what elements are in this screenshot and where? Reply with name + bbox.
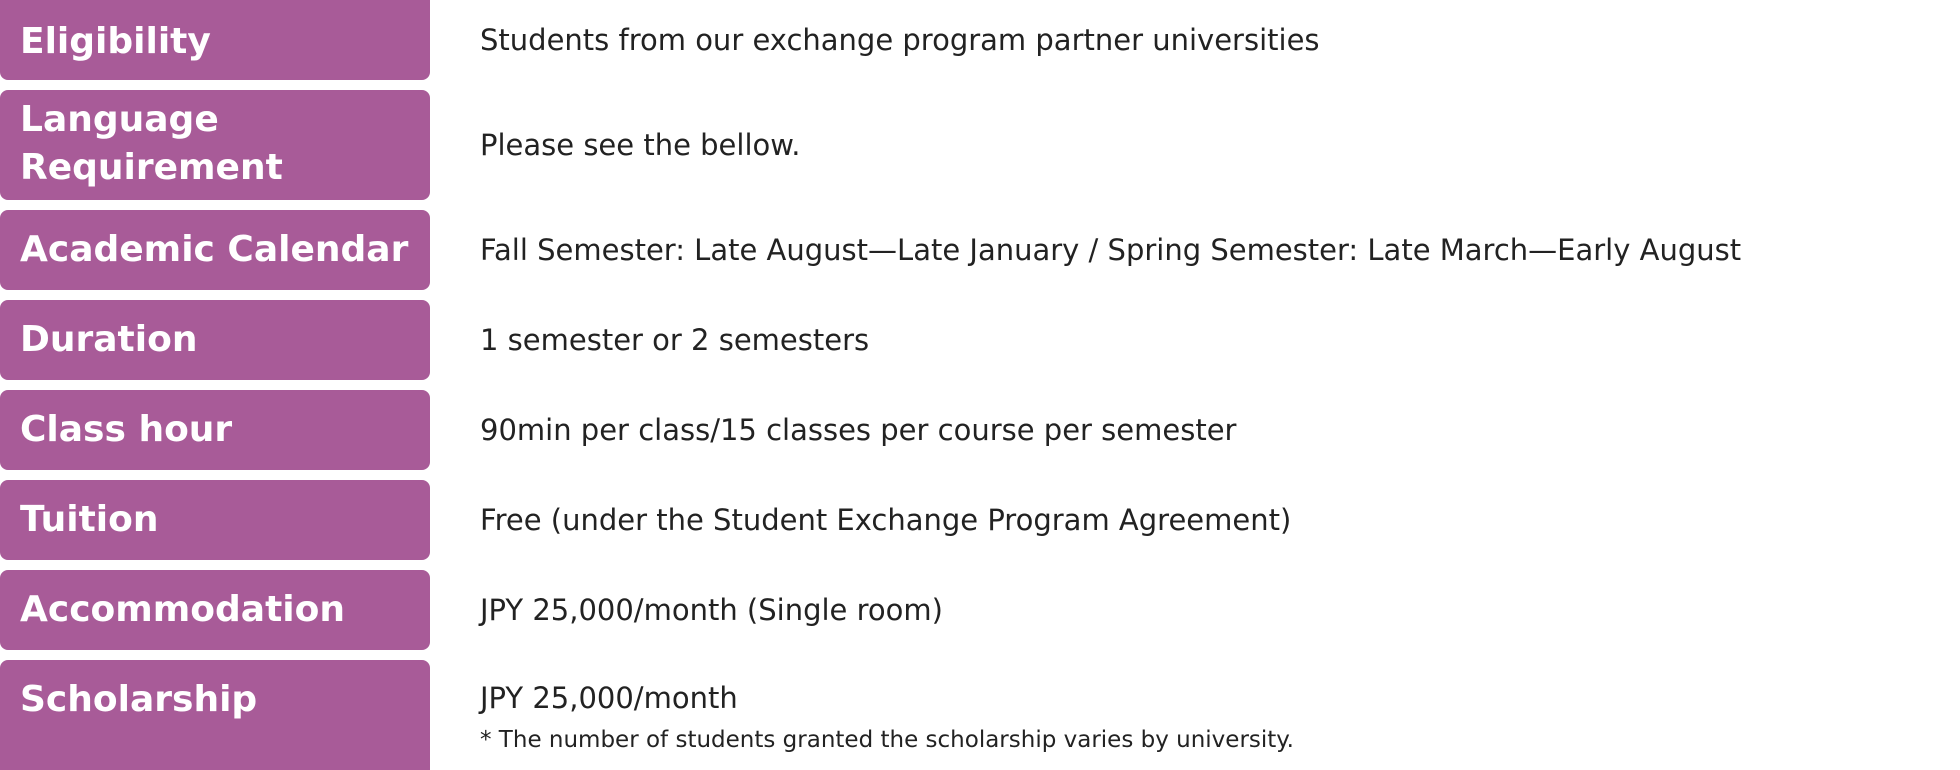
row-academic-calendar: [0, 210, 1960, 290]
row-label: Scholarship: [0, 660, 430, 770]
row-accommodation: [0, 570, 1960, 650]
scholarship-amount: JPY 25,000/month: [480, 681, 738, 715]
row-label: Academic Calendar: [0, 210, 430, 290]
row-label: Duration: [0, 300, 430, 380]
row-value: Students from our exchange program partner universities: [480, 23, 1320, 57]
row-value: JPY 25,000/month (Single room): [480, 593, 943, 627]
row-value: 90min per class/15 classes per course per semester: [480, 413, 1237, 447]
row-label: Accommodation: [0, 570, 430, 650]
row-value: Free (under the Student Exchange Program Agreement): [480, 503, 1292, 537]
row-label: Language Requirement: [0, 90, 430, 200]
row-label: Eligibility: [0, 0, 430, 80]
row-tuition: [0, 480, 1960, 560]
row-label: Class hour: [0, 390, 430, 470]
row-language-requirement: [0, 90, 1960, 200]
row-duration: [0, 300, 1960, 380]
scholarship-note: * The number of students granted the scholarship varies by university.: [480, 727, 1294, 753]
row-value: 1 semester or 2 semesters: [480, 323, 870, 357]
row-value: Fall Semester: Late August—Late January / Spring Semester: Late March—Early August: [480, 233, 1742, 267]
row-value: Please see the bellow.: [480, 128, 801, 162]
row-eligibility: [0, 0, 1960, 80]
row-class-hour: [0, 390, 1960, 470]
row-scholarship: [0, 660, 1960, 770]
row-label: Tuition: [0, 480, 430, 560]
row-value: [480, 660, 1940, 770]
